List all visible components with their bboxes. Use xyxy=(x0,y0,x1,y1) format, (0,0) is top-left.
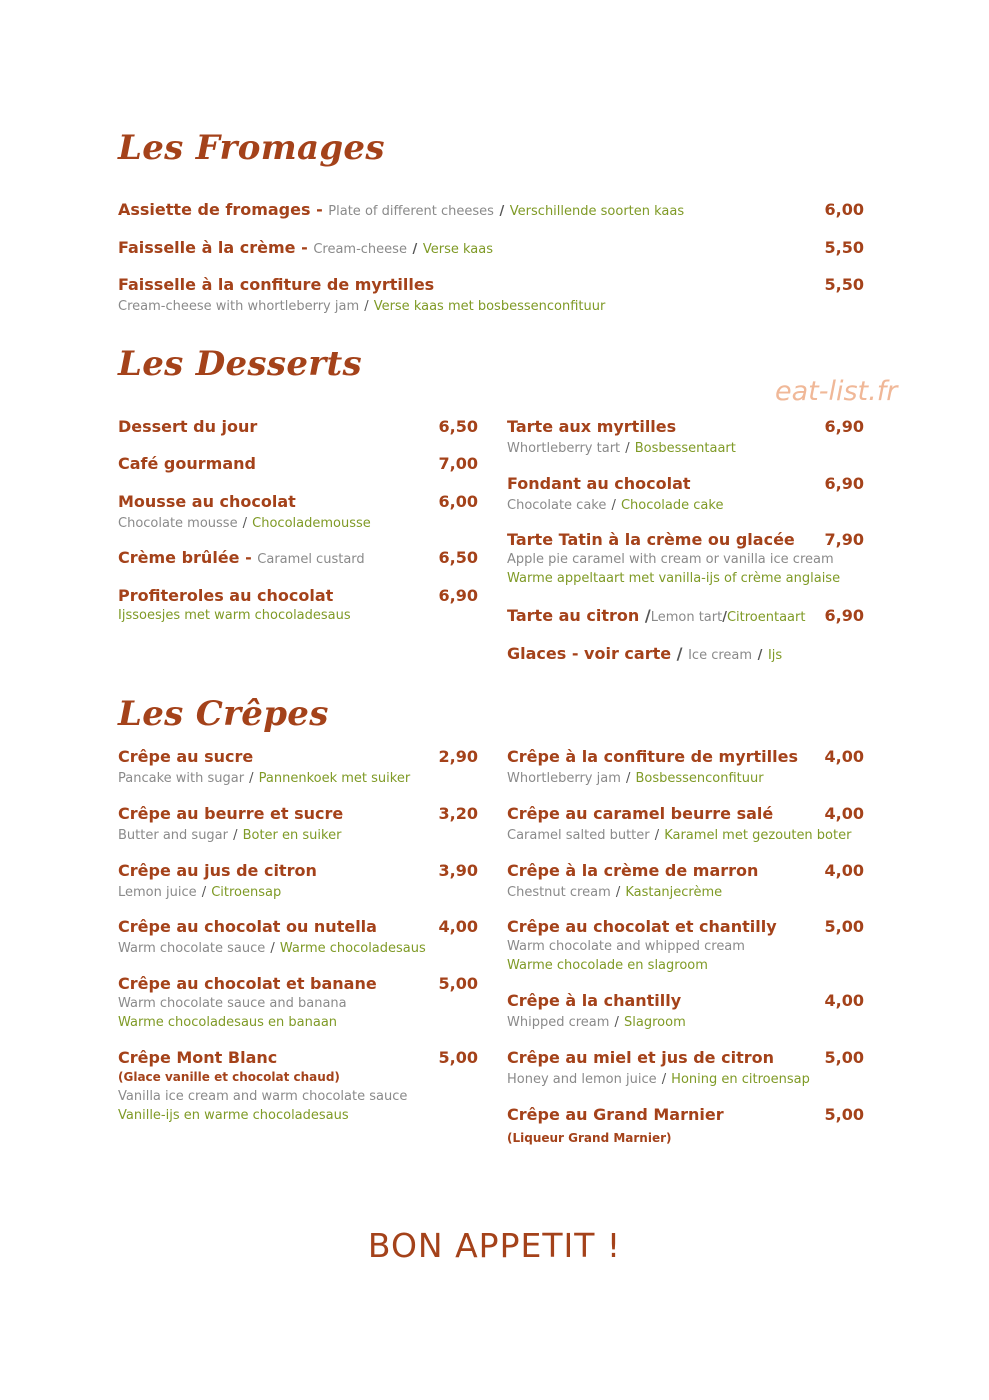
item-dutch: Bosbessenconfituur xyxy=(635,771,764,786)
item-price: 6,90 xyxy=(824,417,864,436)
item-price: 6,50 xyxy=(438,548,478,567)
closing-message: BON APPETIT ! xyxy=(367,1226,622,1265)
item-name: Assiette de fromages xyxy=(118,200,311,219)
item-name: Crêpe au beurre et sucre xyxy=(118,804,344,823)
item-name: Crêpe au Grand Marnier xyxy=(507,1105,724,1124)
item-english: Chocolate mousse xyxy=(118,516,238,531)
item-price: 7,90 xyxy=(824,530,864,549)
item-name: Crêpe au miel et jus de citron xyxy=(507,1048,774,1067)
item-price: 5,50 xyxy=(824,238,864,257)
item-dutch: Citroentaart xyxy=(726,610,806,625)
item-name: Crêpe au chocolat et chantilly xyxy=(507,917,777,936)
item-name: Crêpe au chocolat ou nutella xyxy=(118,917,377,936)
menu-item-faisselle-myrtilles: Faisselle à la confiture de myrtilles Cream-cheese with whortleberry jam / Verse kaas met bosbessenconfituur 5,50 xyxy=(118,275,864,314)
item-english: Caramel salted butter xyxy=(507,828,650,843)
item-name: Faisselle à la confiture de myrtilles xyxy=(118,275,435,294)
menu-item-tarte-citron: Tarte au citron /Lemon tart/Citroentaart 6,90 xyxy=(507,606,864,625)
menu-item-crepe-grand-marnier xyxy=(507,1105,864,1148)
item-price: 4,00 xyxy=(824,747,864,766)
item-dutch: Bosbessentaart xyxy=(634,441,736,456)
item-name: Mousse au chocolat xyxy=(118,492,296,511)
item-price: 5,00 xyxy=(438,1048,478,1067)
item-price: 5,50 xyxy=(824,275,864,294)
menu-item-creme-brulee: Crème brûlée - Caramel custard 6,50 xyxy=(118,548,478,567)
menu-item-crepe-mont-blanc xyxy=(118,1048,478,1125)
menu-item-crepe-beurre-sucre: Crêpe au beurre et sucre Butter and sugar / Boter en suiker 3,20 xyxy=(118,804,478,843)
item-dutch: Slagroom xyxy=(624,1015,686,1030)
item-name: Tarte aux myrtilles xyxy=(507,417,677,436)
menu-item-crepe-miel-citron: Crêpe au miel et jus de citron Honey and lemon juice / Honing en citroensap 5,00 xyxy=(507,1048,864,1087)
menu-item-crepe-creme-marron: Crêpe à la crème de marron Chestnut cream / Kastanjecrème 4,00 xyxy=(507,861,864,900)
item-dutch: Chocolade cake xyxy=(620,498,724,513)
item-english: Chestnut cream xyxy=(507,885,611,900)
item-name: Crêpe à la chantilly xyxy=(507,991,682,1010)
menu-item-crepe-chocolat-banane xyxy=(118,974,478,1032)
item-name: Crème brûlée xyxy=(118,548,240,567)
menu-item-fondant-chocolat: Fondant au chocolat Chocolate cake / Chocolade cake 6,90 xyxy=(507,474,864,513)
item-english: Chocolate cake xyxy=(507,498,607,513)
item-price: 5,00 xyxy=(438,974,478,993)
item-name: Café gourmand xyxy=(118,454,256,473)
item-dutch: Kastanjecrème xyxy=(625,885,723,900)
item-english: Butter and sugar xyxy=(118,828,228,843)
item-price: 5,00 xyxy=(824,917,864,936)
item-english: Ice cream xyxy=(688,648,753,663)
section-title-crepes: Les Crêpes xyxy=(118,694,329,734)
item-price: 4,00 xyxy=(824,991,864,1010)
item-price: 6,90 xyxy=(824,474,864,493)
menu-item-dessert-du-jour xyxy=(118,417,478,437)
item-dutch: Ijs xyxy=(767,648,783,663)
item-english: Vanilla ice cream and warm chocolate sauce xyxy=(118,1089,408,1104)
item-english: Whortleberry tart xyxy=(507,441,621,456)
menu-item-crepe-chocolat-chantilly xyxy=(507,917,864,975)
item-dutch: Chocolademousse xyxy=(252,516,371,531)
item-name: Crêpe au caramel beurre salé xyxy=(507,804,774,823)
menu-item-tarte-tatin xyxy=(507,530,864,588)
menu-item-crepe-sucre: Crêpe au sucre Pancake with sugar / Pannenkoek met suiker 2,90 xyxy=(118,747,478,786)
menu-item-crepe-caramel-beurre-sale: Crêpe au caramel beurre salé Caramel salted butter / Karamel met gezouten boter 4,00 xyxy=(507,804,864,843)
item-english: Plate of different cheeses xyxy=(328,204,494,219)
item-name: Crêpe à la crème de marron xyxy=(507,861,759,880)
item-note: (Glace vanille et chocolat chaud) xyxy=(118,1070,340,1084)
item-english: Warm chocolate and whipped cream xyxy=(507,939,745,954)
item-dutch: Warme appeltaart met vanilla-ijs of crème anglaise xyxy=(507,571,841,586)
item-price: 5,00 xyxy=(824,1048,864,1067)
menu-item-mousse-chocolat: Mousse au chocolat Chocolate mousse / Chocolademousse 6,00 xyxy=(118,492,478,531)
item-price: 4,00 xyxy=(824,804,864,823)
menu-item-cafe-gourmand xyxy=(118,454,478,474)
item-name: Tarte Tatin à la crème ou glacée xyxy=(507,530,795,549)
menu-item-crepe-chocolat-nutella: Crêpe au chocolat ou nutella Warm chocolate sauce / Warme chocoladesaus 4,00 xyxy=(118,917,478,956)
menu-item-crepe-jus-citron: Crêpe au jus de citron Lemon juice / Citroensap 3,90 xyxy=(118,861,478,900)
item-dutch: Karamel met gezouten boter xyxy=(664,828,852,843)
section-title-fromages: Les Fromages xyxy=(118,128,385,168)
menu-item-glaces: Glaces - voir carte / Ice cream / Ijs xyxy=(507,644,783,663)
item-english: Pancake with sugar xyxy=(118,771,245,786)
menu-item-assiette-fromages: Assiette de fromages - Plate of different cheeses / Verschillende soorten kaas 6,00 xyxy=(118,200,864,219)
item-price: 3,90 xyxy=(438,861,478,880)
item-price: 4,00 xyxy=(438,917,478,936)
item-english: Whipped cream xyxy=(507,1015,610,1030)
item-name: Crêpe Mont Blanc xyxy=(118,1048,278,1067)
section-title-desserts: Les Desserts xyxy=(118,344,362,384)
item-english: Caramel custard xyxy=(257,552,365,567)
item-price: 3,20 xyxy=(438,804,478,823)
item-name: Glaces - voir carte xyxy=(507,644,672,663)
item-dutch: Warme chocoladesaus en banaan xyxy=(118,1015,338,1030)
item-english: Lemon juice xyxy=(118,885,197,900)
item-price: 5,00 xyxy=(824,1105,864,1124)
item-dutch: Honing en citroensap xyxy=(671,1072,810,1087)
item-name: Crêpe au sucre xyxy=(118,747,254,766)
menu-item-crepe-chantilly: Crêpe à la chantilly Whipped cream / Slagroom 4,00 xyxy=(507,991,864,1030)
menu-item-tarte-myrtilles: Tarte aux myrtilles Whortleberry tart / Bosbessentaart 6,90 xyxy=(507,417,864,456)
item-english: Honey and lemon juice xyxy=(507,1072,657,1087)
item-dutch: Citroensap xyxy=(211,885,282,900)
item-name: Tarte au citron xyxy=(507,606,640,625)
item-dutch: Pannenkoek met suiker xyxy=(258,771,411,786)
item-name: Faisselle à la crème xyxy=(118,238,296,257)
item-dutch: Boter en suiker xyxy=(242,828,342,843)
item-name: Fondant au chocolat xyxy=(507,474,691,493)
item-english: Cream-cheese with whortleberry jam xyxy=(118,299,360,314)
item-dutch: Verschillende soorten kaas xyxy=(509,204,685,219)
item-price: 6,00 xyxy=(438,492,478,511)
item-dutch: Vanille-ijs en warme chocoladesaus xyxy=(118,1108,349,1123)
item-price: 7,00 xyxy=(438,454,478,473)
item-dutch: Warme chocoladesaus xyxy=(279,941,426,956)
item-dutch: Verse kaas met bosbessenconfituur xyxy=(373,299,606,314)
item-price: 6,50 xyxy=(438,417,478,436)
item-english: Apple pie caramel with cream or vanilla ice cream xyxy=(507,552,834,567)
item-note: (Liqueur Grand Marnier) xyxy=(507,1131,672,1145)
item-dutch: Ijssoesjes met warm chocoladesaus xyxy=(118,608,351,623)
item-english: Whortleberry jam xyxy=(507,771,621,786)
item-english: Warm chocolate sauce and banana xyxy=(118,996,347,1011)
menu-item-faisselle-creme: Faisselle à la crème - Cream-cheese / Verse kaas 5,50 xyxy=(118,238,864,257)
item-english: Warm chocolate sauce xyxy=(118,941,266,956)
item-dutch: Verse kaas xyxy=(422,242,493,257)
item-price: 6,90 xyxy=(824,606,864,625)
item-name: Profiteroles au chocolat xyxy=(118,586,334,605)
item-name: Crêpe au jus de citron xyxy=(118,861,317,880)
menu-item-crepe-confiture-myrtilles: Crêpe à la confiture de myrtilles Whortleberry jam / Bosbessenconfituur 4,00 xyxy=(507,747,864,786)
item-name: Crêpe à la confiture de myrtilles xyxy=(507,747,798,766)
item-price: 6,90 xyxy=(438,586,478,605)
item-dutch: Warme chocolade en slagroom xyxy=(507,958,708,973)
menu-item-profiteroles xyxy=(118,586,478,625)
item-name: Dessert du jour xyxy=(118,417,258,436)
item-price: 4,00 xyxy=(824,861,864,880)
item-english: Lemon tart xyxy=(650,610,723,625)
item-english: Cream-cheese xyxy=(313,242,407,257)
item-price: 6,00 xyxy=(824,200,864,219)
item-name: Crêpe au chocolat et banane xyxy=(118,974,377,993)
watermark: eat-list.fr xyxy=(775,376,898,407)
item-price: 2,90 xyxy=(438,747,478,766)
